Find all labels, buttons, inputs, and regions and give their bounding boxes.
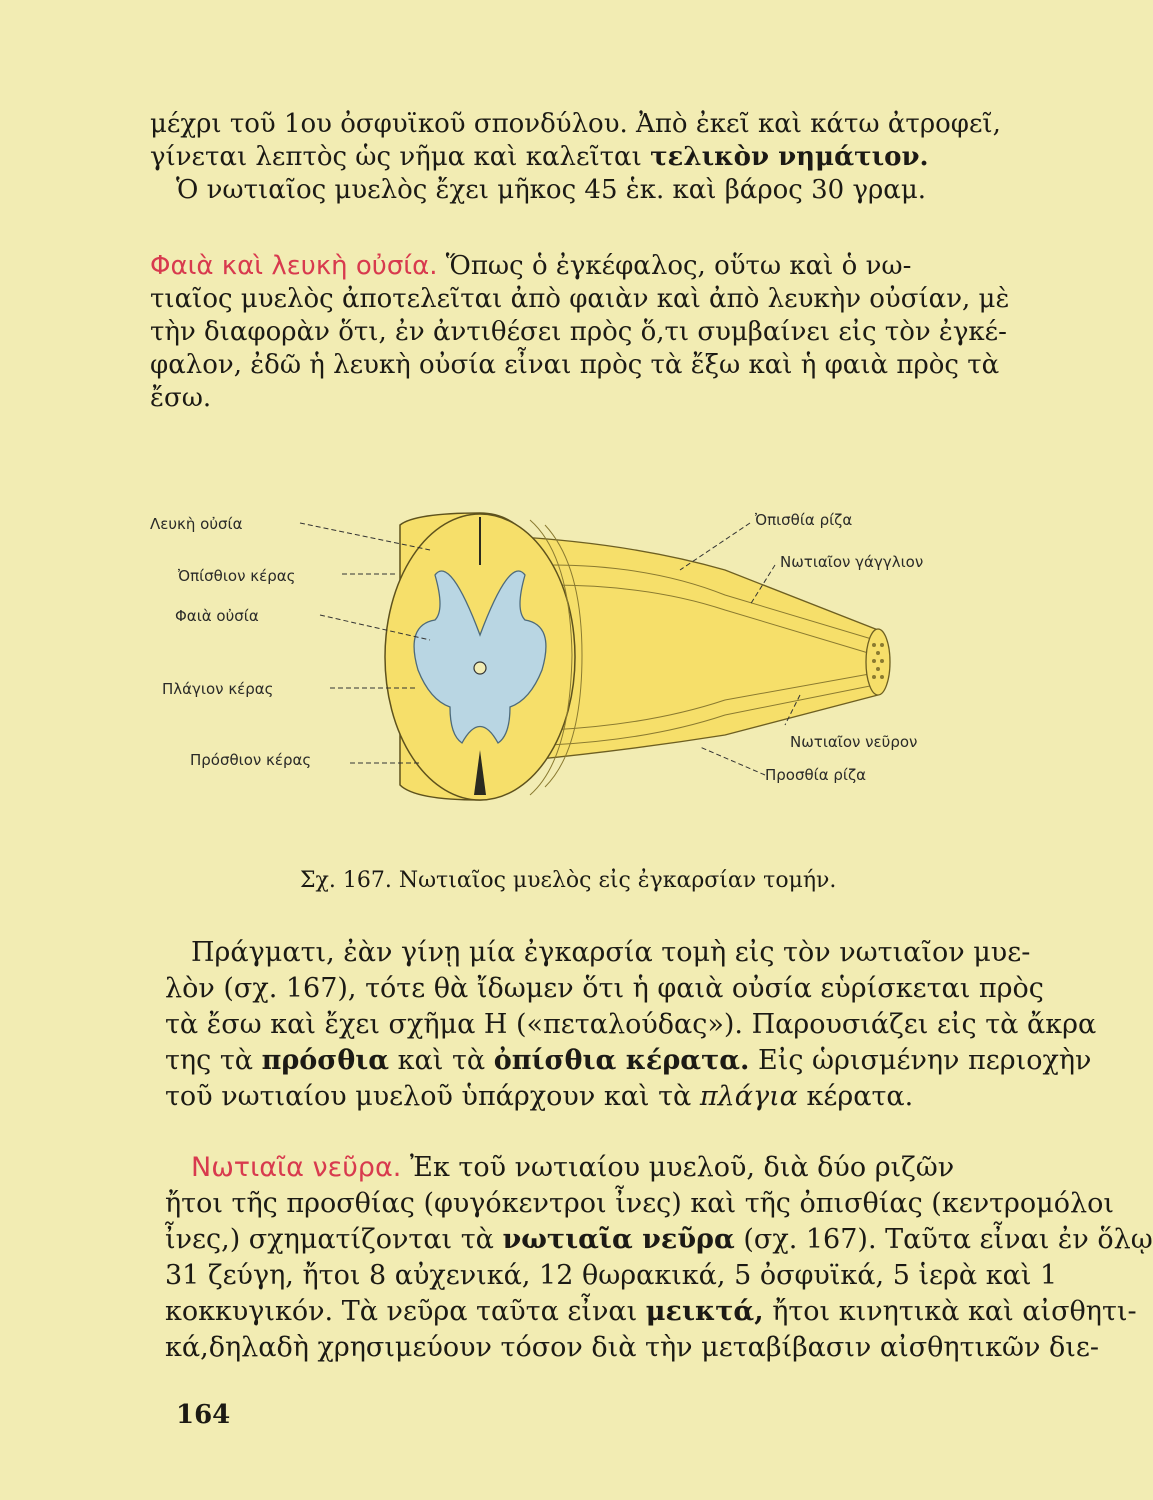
text-line	[165, 1222, 1153, 1258]
label-spinal-ganglion: Νωτιαῖον γάγγλιον	[780, 553, 924, 571]
term-posterior-horns: ὀπίσθια κέρατα.	[493, 1045, 750, 1076]
term-anterior: πρόσθια	[261, 1045, 390, 1076]
text-line	[150, 250, 980, 283]
gray-white-paragraph	[150, 250, 1010, 415]
text-line	[165, 1043, 1092, 1079]
text-line: 31 ζεύγη, ἤτοι 8 αὐχενικά, 12 θωρακικά, 5 ὀσφυϊκά, 5 ἱερὰ καὶ 1	[165, 1260, 1058, 1291]
text-run: τοῦ νωτιαίου μυελοῦ ὑπάρχουν καὶ τὰ	[165, 1081, 700, 1112]
text-run: Εἰς ὡρισμένην περιοχὴν	[749, 1045, 1092, 1076]
text-line: ἔσω.	[150, 383, 212, 413]
text-line	[165, 1294, 1137, 1330]
text-run: ἤτοι κινητικὰ καὶ αἰσθητι-	[763, 1296, 1137, 1327]
text-line	[165, 1150, 990, 1186]
section-heading: Νωτιαῖα νεῦρα.	[191, 1152, 402, 1183]
text-line: φαλον, ἐδῶ ἡ λευκὴ οὐσία εἶναι πρὸς τὰ ἔξω καὶ ἡ φαιὰ πρὸς τὰ	[150, 350, 1000, 380]
text-run: κοκκυγικόν. Τὰ νεῦρα ταῦτα εἶναι	[165, 1296, 646, 1327]
label-lateral-horn: Πλάγιον κέρας	[162, 680, 274, 698]
label-posterior-root: Ὀπισθία ρίζα	[755, 511, 853, 529]
text-line: ἤτοι τῆς προσθίας (φυγόκεντροι ἶνες) καὶ τῆς ὀπισθίας (κεντρομόλοι	[165, 1188, 1114, 1219]
text-line: μέχρι τοῦ 1ου ὀσφυϊκοῦ σπονδύλου. Ἀπὸ ἐκεῖ καὶ κάτω ἀτροφεῖ,	[150, 109, 1001, 139]
figure-caption: Σχ. 167. Νωτιαῖος μυελὸς εἰς ἐγκαρσίαν τομήν.	[300, 868, 837, 893]
label-gray-matter: Φαιὰ οὐσία	[175, 607, 259, 625]
section-heading: Φαιὰ καὶ λευκὴ οὐσία.	[150, 251, 438, 281]
text-run: κέρατα.	[797, 1081, 914, 1112]
text-line	[165, 1079, 985, 1115]
page-number: 164	[176, 1400, 231, 1430]
text-run: ἶνες,) σχηματίζονται τὰ	[165, 1224, 503, 1255]
text-run: Ἐκ τοῦ νωτιαίου μυελοῦ, διὰ δύο ριζῶν	[401, 1152, 955, 1183]
term-lateral: πλάγια	[699, 1081, 798, 1112]
text-run: καὶ τὰ	[389, 1045, 494, 1076]
label-white-matter: Λευκὴ οὐσία	[150, 515, 243, 533]
intro-paragraph	[150, 108, 1001, 207]
text-run: (σχ. 167). Ταῦτα εἶναι ἐν ὅλῳ	[734, 1224, 1153, 1255]
term-mixed: μεικτά,	[645, 1296, 764, 1327]
term-telikon-nimation: τελικὸν νημάτιον.	[650, 142, 929, 172]
spinal-cord-figure	[150, 495, 970, 840]
text-line: τὰ ἔσω καὶ ἔχει σχῆμα Η («πεταλούδας»). Παρουσιάζει εἰς τὰ ἄκρα	[165, 1009, 1097, 1040]
text-line: κά,δηλαδὴ χρησιμεύουν τόσον διὰ τὴν μεταβίβασιν αἰσθητικῶν διε-	[165, 1332, 1099, 1363]
text-line	[150, 141, 980, 174]
label-spinal-nerve: Νωτιαῖον νεῦρον	[790, 733, 918, 751]
text-line: Ὁ νωτιαῖος μυελὸς ἔχει μῆκος 45 ἑκ. καὶ βάρος 30 γραμ.	[176, 175, 926, 205]
label-posterior-horn: Ὀπίσθιον κέρας	[178, 567, 296, 585]
text-line: τὴν διαφορὰν ὅτι, ἐν ἀντιθέσει πρὸς ὅ,τι συμβαίνει εἰς τὸν ἐγκέ-	[150, 317, 1007, 347]
spinal-nerves-paragraph	[165, 1150, 1153, 1366]
text-line: τιαῖος μυελὸς ἀποτελεῖται ἀπὸ φαιὰν καὶ ἀπὸ λευκὴν οὐσίαν, μὲ	[150, 284, 1010, 314]
spinal-cord-illustration	[150, 495, 970, 840]
cross-section-paragraph	[165, 935, 1097, 1115]
text-run: Ὅπως ὁ ἐγκέφαλος, οὕτω καὶ ὁ νω-	[437, 251, 912, 281]
text-line: Πράγματι, ἐὰν γίνῃ μία ἐγκαρσία τομὴ εἰς τὸν νωτιαῖον μυε-	[191, 937, 1031, 968]
term-spinal-nerves: νωτιαῖα νεῦρα	[502, 1224, 735, 1255]
text-run: γίνεται λεπτὸς ὡς νῆμα καὶ καλεῖται	[150, 142, 651, 172]
text-line: λὸν (σχ. 167), τότε θὰ ἴδωμεν ὅτι ἡ φαιὰ οὐσία εὑρίσκεται πρὸς	[165, 973, 1044, 1004]
label-anterior-root: Προσθία ρίζα	[765, 766, 867, 784]
label-anterior-horn: Πρόσθιον κέρας	[190, 751, 312, 769]
text-run: της τὰ	[165, 1045, 262, 1076]
